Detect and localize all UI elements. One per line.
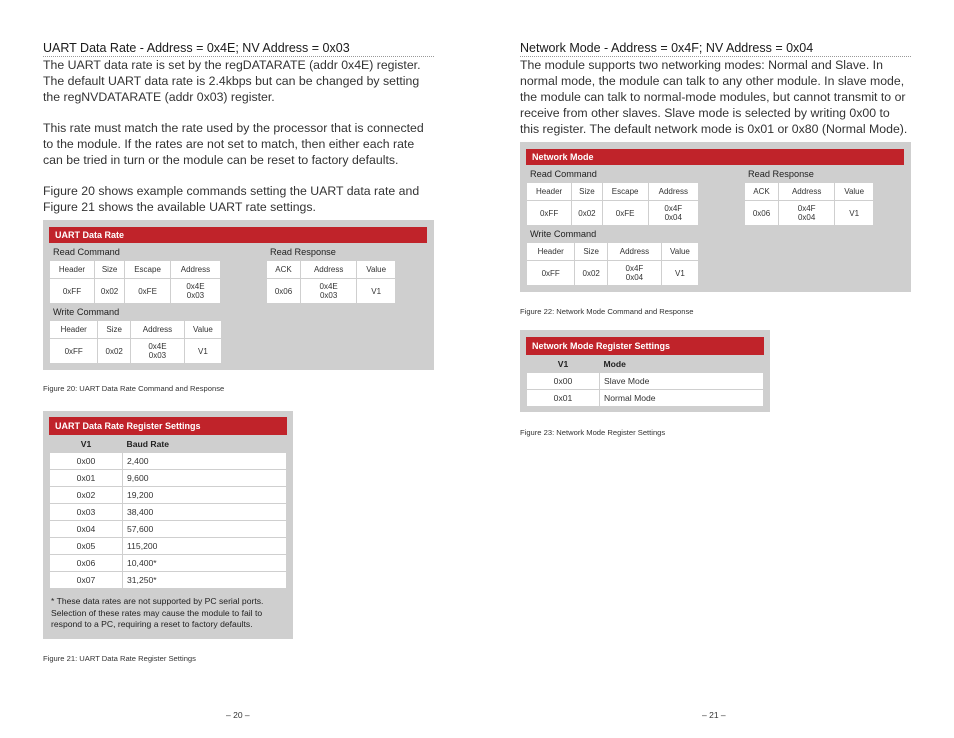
write-command-table [49,320,222,364]
value-cell: 0x4E 0x03 [301,279,357,304]
header-cell: Address [301,261,357,279]
value-cell: 0x02 [575,261,608,286]
header-cell: Size [98,321,131,339]
read-response-table [266,260,396,304]
figure-caption: Figure 22: Network Mode Command and Response [520,307,694,316]
register-value: 0x00 [527,373,600,390]
figure-caption: Figure 21: UART Data Rate Register Settings [43,654,196,663]
header-cell: Escape [125,261,171,279]
read-command-table [526,182,699,226]
header-cell: Value [835,183,874,201]
table-row [527,390,764,407]
table-row [50,521,287,538]
write-command-table [526,242,699,286]
table-row [50,504,287,521]
table-row [50,538,287,555]
page-number: – 21 – [702,710,726,720]
figure-title-bar: UART Data Rate [49,227,427,243]
baud-rate: 57,600 [123,521,287,538]
register-value: 0x06 [50,555,123,572]
value-cell: 0x06 [745,201,779,226]
register-value: 0x03 [50,504,123,521]
mode-value: Normal Mode [600,390,764,407]
body-text [43,57,435,230]
value-cell: V1 [357,279,396,304]
table-row [50,470,287,487]
value-cell: V1 [184,339,221,364]
table-row [50,572,287,589]
paragraph: Figure 20 shows example commands setting the UART data rate and Figure 21 shows the available UART rate settings. [43,184,420,214]
value-cell: V1 [661,261,698,286]
value-cell: 0x02 [94,279,124,304]
header-cell: Address [779,183,835,201]
register-table [526,356,764,407]
value-cell: V1 [835,201,874,226]
header-cell: Size [94,261,124,279]
read-command-label: Read Command [53,247,120,257]
read-command-label: Read Command [530,169,597,179]
column-header: Baud Rate [123,436,287,453]
value-cell: 0x4F 0x04 [607,261,661,286]
value-cell: 0xFE [125,279,171,304]
command-figure-panel [43,220,434,370]
value-cell: 0x4E 0x03 [130,339,184,364]
baud-rate: 38,400 [123,504,287,521]
paragraph: The module supports two networking modes: Normal and Slave. In normal mode, the module can talk to any other module. In slave mode, the module can talk to normal-mode modules, but cannot transmit to or receive from other slaves. Slave mode is selected by writing 0x00 to this register. The default network mode is 0x01 or 0x80 (Normal Mode). [520,58,908,136]
register-value: 0x01 [527,390,600,407]
mode-value: Slave Mode [600,373,764,390]
baud-rate: 9,600 [123,470,287,487]
figure-caption: Figure 23: Network Mode Register Settings [520,428,666,437]
read-response-label: Read Response [748,169,814,179]
header-cell: Address [130,321,184,339]
header-cell: Header [50,321,98,339]
header-cell: Value [661,243,698,261]
header-cell: Value [184,321,221,339]
value-cell: 0x02 [98,339,131,364]
baud-rate: 115,200 [123,538,287,555]
baud-rate: 10,400* [123,555,287,572]
footnote: * These data rates are not supported by PC serial ports. Selection of these rates may cause the module to fail to respond to a PC, requiring a reset to factory defaults. [51,596,264,629]
table-row [50,453,287,470]
figure-caption: Figure 20: UART Data Rate Command and Response [43,384,225,393]
register-value: 0x05 [50,538,123,555]
register-table [49,436,287,589]
baud-rate: 2,400 [123,453,287,470]
register-value: 0x02 [50,487,123,504]
value-cell: 0x4F 0x04 [648,201,698,226]
value-cell: 0xFF [527,261,575,286]
header-cell: Header [527,243,575,261]
table-row [50,487,287,504]
header-cell: ACK [745,183,779,201]
register-value: 0x04 [50,521,123,538]
value-cell: 0x4F 0x04 [779,201,835,226]
value-cell: 0x06 [267,279,301,304]
header-cell: Escape [602,183,648,201]
value-cell: 0xFF [527,201,572,226]
command-figure-panel [520,142,911,292]
write-command-label: Write Command [530,229,597,239]
column-header: V1 [50,436,123,453]
table-row [527,373,764,390]
value-cell: 0xFE [602,201,648,226]
write-command-label: Write Command [53,307,120,317]
figure-title-bar: Network Mode [526,149,904,165]
column-header: V1 [527,356,600,373]
header-cell: Header [527,183,572,201]
value-cell: 0xFF [50,339,98,364]
value-cell: 0xFF [50,279,95,304]
body-text [520,57,912,152]
register-figure-panel [520,330,770,412]
header-cell: Header [50,261,95,279]
section-heading: UART Data Rate - Address = 0x4E; NV Address = 0x03 [43,41,434,57]
register-value: 0x00 [50,453,123,470]
figure-title-bar: UART Data Rate Register Settings [49,417,287,435]
register-figure-panel [43,411,293,639]
baud-rate: 19,200 [123,487,287,504]
header-cell: Address [170,261,220,279]
header-cell: ACK [267,261,301,279]
value-cell: 0x4E 0x03 [170,279,220,304]
header-cell: Value [357,261,396,279]
paragraph: This rate must match the rate used by the processor that is connected to the module. If the rates are not set to match, then either each rate can be tried in turn or the module can be reset to factory defaults. [43,121,424,167]
read-response-label: Read Response [270,247,336,257]
figure-title-bar: Network Mode Register Settings [526,337,764,355]
header-cell: Size [572,183,602,201]
read-response-table [744,182,874,226]
register-value: 0x01 [50,470,123,487]
table-row [50,555,287,572]
header-cell: Size [575,243,608,261]
header-cell: Address [607,243,661,261]
column-header: Mode [600,356,764,373]
header-cell: Address [648,183,698,201]
page-number: – 20 – [226,710,250,720]
value-cell: 0x02 [572,201,602,226]
read-command-table [49,260,221,304]
baud-rate: 31,250* [123,572,287,589]
register-value: 0x07 [50,572,123,589]
paragraph: The UART data rate is set by the regDATARATE (addr 0x4E) register. The default UART data rate is 2.4kbps but can be changed by setting the regNVDATARATE (addr 0x03) register. [43,58,421,104]
section-heading: Network Mode - Address = 0x4F; NV Address = 0x04 [520,41,911,57]
